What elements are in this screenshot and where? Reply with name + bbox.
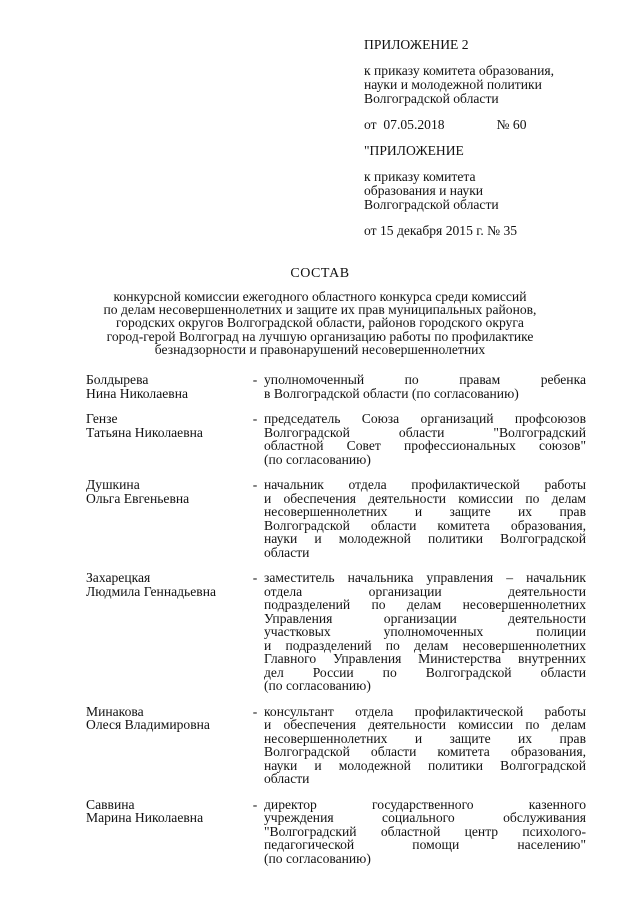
- member-role-line: несовершеннолетних и защите их прав: [264, 730, 586, 746]
- order-date: 07.05.2018: [383, 117, 445, 132]
- member-role-line: Управления организации деятельности: [264, 610, 586, 626]
- member-role-line: Волгоградской области "Волгоградский: [264, 424, 586, 440]
- to-order-text: [364, 64, 604, 106]
- member-role-line: (по согласованию): [264, 678, 371, 693]
- member-surname: Саввина: [86, 796, 135, 812]
- subtitle-line: город-герой Волгоград на лучшую организацию работы по профилактике: [106, 328, 534, 344]
- member-row: [86, 705, 588, 786]
- member-role: [264, 478, 586, 559]
- subtitle-line: по делам несовершеннолетних и защите их прав муниципальных районов,: [103, 302, 537, 318]
- order-date-line: [364, 118, 604, 132]
- member-dash: -: [252, 570, 258, 585]
- member-name: [86, 571, 246, 693]
- member-role-line: Волгоградской области комитета образования,: [264, 517, 586, 533]
- member-role-line: отдела организации деятельности: [264, 583, 586, 599]
- member-role-line: "Волгоградский областной центр психолого-: [264, 823, 586, 839]
- member-dash: -: [252, 703, 258, 719]
- old-to-order-line: к приказу комитета: [364, 169, 476, 184]
- document-title: СОСТАВ: [290, 266, 350, 281]
- member-role: [264, 412, 586, 466]
- member-role-line: уполномоченный по правам ребенка: [264, 372, 586, 387]
- member-role: [264, 373, 586, 400]
- old-order-date-line: от 15 декабря 2015 г. № 35: [364, 223, 518, 238]
- order-number: № 60: [496, 117, 527, 132]
- member-surname: Гензе: [86, 411, 118, 426]
- member-role-line: подразделений по делам несовершеннолетних: [264, 597, 586, 612]
- document-header: [364, 38, 604, 238]
- members-list: [86, 373, 588, 877]
- member-role-line: участковых уполномоченных полиции: [264, 624, 586, 639]
- member-role-line: области: [264, 544, 310, 560]
- member-row: [86, 478, 588, 559]
- to-order-line: науки и молодежной политики: [364, 77, 542, 92]
- member-role-line: дел России по Волгоградской области: [264, 664, 586, 680]
- member-surname: Захарецкая: [86, 570, 151, 585]
- member-name: [86, 412, 246, 466]
- member-given-names: Татьяна Николаевна: [86, 424, 203, 440]
- subtitle-line: конкурсной комиссии ежегодного областного конкурса среди комиссий: [113, 289, 527, 304]
- member-role-line: области: [264, 771, 310, 786]
- member-role-line: Волгоградской области комитета образования,: [264, 744, 586, 759]
- member-given-names: Марина Николаевна: [86, 810, 204, 825]
- member-row: [86, 798, 588, 866]
- member-role-line: науки и молодежной политики Волгоградской: [264, 531, 586, 546]
- member-role: [264, 571, 586, 693]
- member-role-line: и подразделений по делам несовершеннолетних: [264, 637, 586, 653]
- member-given-names: Ольга Евгеньевна: [86, 490, 190, 506]
- member-row: [86, 571, 588, 693]
- member-role-line: директор государственного казенного: [264, 796, 586, 812]
- document-subtitle: [78, 290, 562, 356]
- member-role-line: педагогической помощи населению": [264, 837, 586, 852]
- member-name: [86, 373, 246, 400]
- member-role: [264, 798, 586, 866]
- member-dash: -: [252, 796, 258, 812]
- member-given-names: Олеся Владимировна: [86, 717, 210, 732]
- member-name: [86, 798, 246, 866]
- member-dash: -: [252, 477, 258, 492]
- member-row: [86, 412, 588, 466]
- member-dash: -: [252, 411, 258, 426]
- member-row: [86, 373, 588, 400]
- subtitle-line: городских округов Волгоградской области, районов городского округа: [116, 315, 524, 331]
- old-to-order-line: образования и науки: [364, 183, 484, 198]
- old-to-order-text: [364, 170, 604, 212]
- member-role-line: и обеспечения деятельности комиссии по делам: [264, 490, 586, 506]
- member-role-line: заместитель начальника управления – начальник: [264, 570, 586, 585]
- to-order-line: Волгоградской области: [364, 91, 499, 106]
- subtitle-line: безнадзорности и правонарушений несовершеннолетних: [154, 341, 486, 357]
- to-order-line: к приказу комитета образования,: [364, 63, 555, 78]
- old-appendix-title: "ПРИЛОЖЕНИЕ: [364, 143, 464, 158]
- member-dash: -: [252, 372, 258, 387]
- member-surname: Минакова: [86, 703, 144, 719]
- member-role-line: областной Совет профессиональных союзов": [264, 438, 586, 453]
- member-role-line: науки и молодежной политики Волгоградской: [264, 757, 586, 773]
- date-prefix: от: [364, 117, 377, 132]
- member-name: [86, 478, 246, 559]
- member-given-names: Нина Николаевна: [86, 385, 188, 401]
- member-role-line: Главного Управления Министерства внутренних: [264, 651, 586, 666]
- member-role-line: (по согласованию): [264, 850, 371, 866]
- member-role-line: в Волгоградской области (по согласованию): [264, 385, 519, 401]
- member-role: [264, 705, 586, 786]
- member-role-line: председатель Союза организаций профсоюзов: [264, 411, 586, 426]
- member-role-line: и обеспечения деятельности комиссии по делам: [264, 717, 586, 732]
- member-surname: Болдырева: [86, 372, 149, 387]
- member-role-line: (по согласованию): [264, 451, 371, 467]
- old-to-order-line: Волгоградской области: [364, 197, 499, 212]
- appendix-title: ПРИЛОЖЕНИЕ 2: [364, 37, 469, 52]
- member-role-line: консультант отдела профилактической работы: [264, 703, 586, 719]
- member-name: [86, 705, 246, 786]
- member-given-names: Людмила Геннадьевна: [86, 583, 217, 599]
- member-role-line: несовершеннолетних и защите их прав: [264, 504, 586, 519]
- member-role-line: начальник отдела профилактической работы: [264, 477, 586, 492]
- member-role-line: учреждения социального обслуживания: [264, 810, 586, 825]
- member-surname: Душкина: [86, 477, 140, 492]
